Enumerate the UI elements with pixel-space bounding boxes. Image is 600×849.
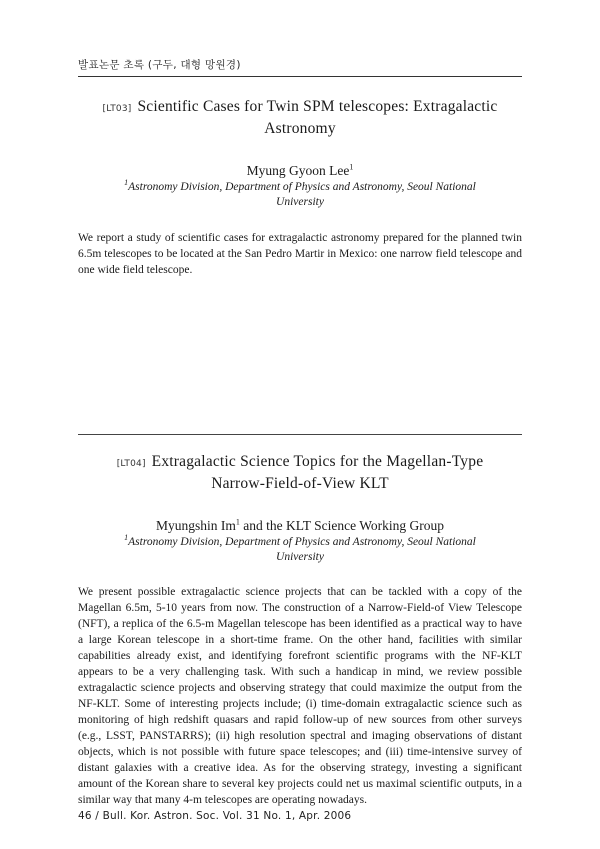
affiliation-superscript: 1 [124,533,129,543]
abstract-lt03 [78,97,522,278]
abstract-title [78,97,522,138]
author-line [78,163,522,179]
affiliation-line: University [276,551,324,563]
affiliation-line: Astronomy Division, Department of Physics and Astronomy, Seoul National [128,536,476,548]
title-line: Astronomy [264,120,336,137]
header-rule [78,76,522,77]
running-header: 발표논문 초록 (구두, 대형 망원경) [78,59,241,71]
abstract-body: We report a study of scientific cases for extragalactic astronomy prepared for the planned twin 6.5m telescopes to be located at the San Pedro Martir in Mexico: one narrow field telescope and one wide field telescope. [78,232,522,276]
author-name: Myung Gyoon Lee [246,163,350,178]
author-superscript: 1 [235,517,240,527]
affiliation-line: Astronomy Division, Department of Physics and Astronomy, Seoul National [128,181,476,193]
affiliation [95,535,505,565]
abstract-lt04 [78,452,522,808]
abstract-title [78,452,522,493]
title-line: Scientific Cases for Twin SPM telescopes: Extragalactic [137,98,498,115]
author-line [78,518,522,534]
page-footer: 46 / Bull. Kor. Astron. Soc. Vol. 31 No. 1, Apr. 2006 [78,810,352,822]
title-line: Extragalactic Science Topics for the Magellan-Type [151,453,484,470]
abstract-body: We present possible extragalactic science projects that can be tackled with a copy of the Magellan 6.5m, 5-10 years from now. The construction of a Narrow-Field-of View Telescope (NFT), a replica of the 6.5-m Magellan telescope has been identified as a practical way to have a large Korean telescope in a short-time frame. On the other hand, facilities with similar capabilities already exist, and identifying forefront scientific programs with the NF-KLT appears to be a very challenging task. With such a handicap in mind, we review possible extragalactic science projects and observing strategy that could maximize the output from the NF-KLT. Some of interesting projects include; (i) time-domain extragalactic science such as monitoring of high redshift quasars and rapid follow-up of new sources from other surveys (e.g., LSST, PANSTARRS); (ii) high resolution spectral and imaging observations of distant objects, which is not possible with future space telescopes; and (iii) time-intensive survey of distant galaxies with a creative idea. As for the observing strategy, investing a significant amount of the Korean share to several key projects could net us maximal scientific outputs, in a similar way that many 4-m telescopes are operating nowadays. [78,586,522,806]
section-divider [78,434,522,435]
title-line: Narrow-Field-of-View KLT [211,475,389,492]
abstract-tag: [LT04] [116,459,146,469]
author-suffix: and the KLT Science Working Group [239,518,445,533]
affiliation-line: University [276,196,324,208]
author-name: Myungshin Im [155,518,236,533]
author-superscript: 1 [349,162,354,172]
abstract-tag: [LT03] [102,104,132,114]
affiliation-superscript: 1 [124,178,129,188]
affiliation [95,180,505,210]
